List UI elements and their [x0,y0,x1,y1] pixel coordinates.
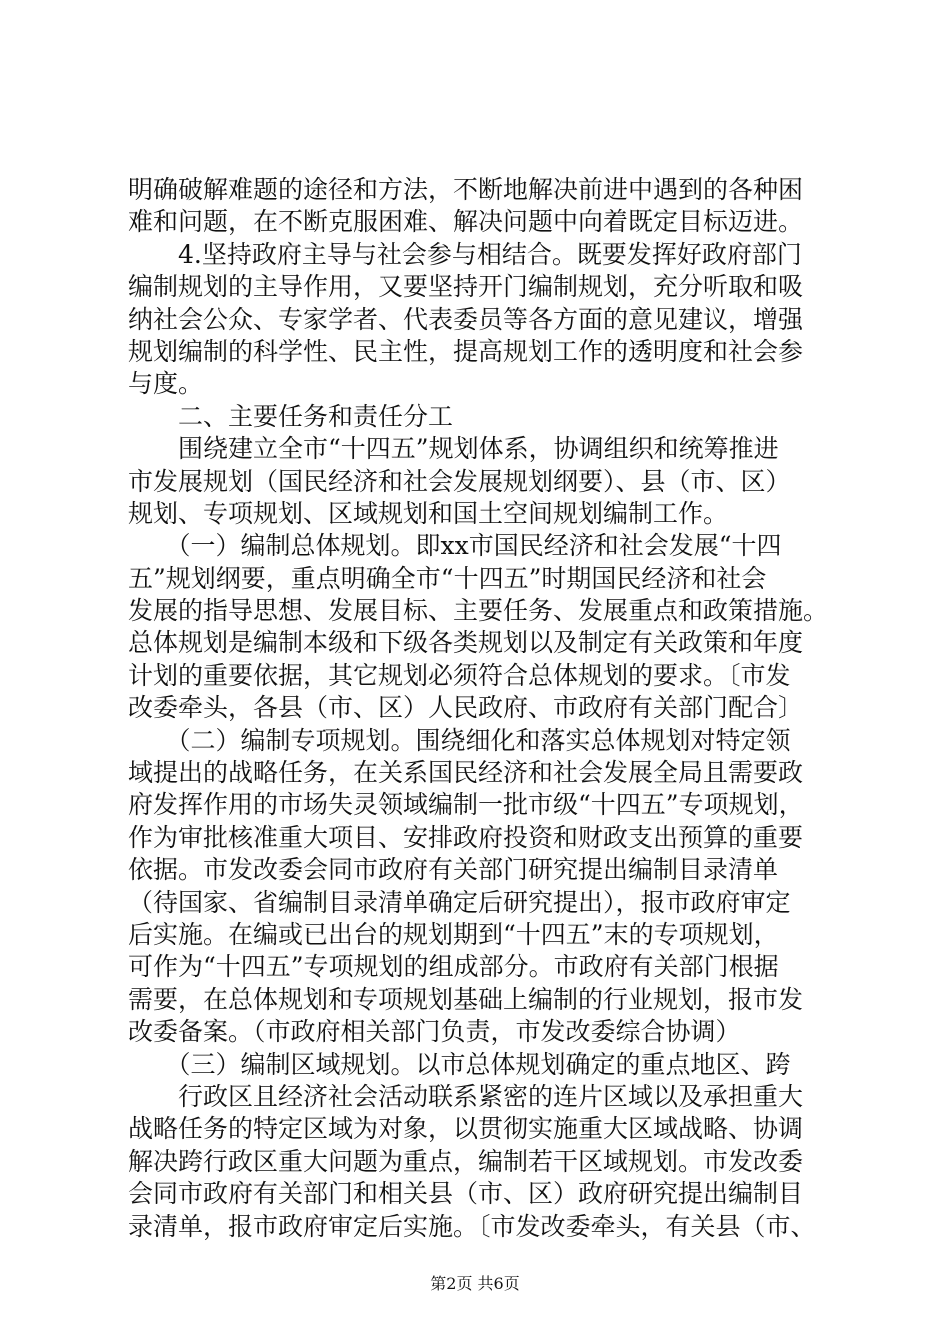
text-line: 府发挥作用的市场失灵领域编制一批市级“十四五”专项规划， [128,790,804,820]
text-line: 可作为“十四五”专项规划的组成部分。市政府有关部门根据 [128,952,779,982]
text-line: （待国家、省编制目录清单确定后研究提出），报市政府审定 [128,887,791,917]
text-line: 依据。市发改委会同市政府有关部门研究提出编制目录清单 [128,855,779,885]
text-line: 发展的指导思想、发展目标、主要任务、发展重点和政策措施。 [128,596,829,626]
text-line: 域提出的战略任务，在关系国民经济和社会发展全局且需要政 [128,758,804,788]
text-line: 计划的重要依据，其它规划必须符合总体规划的要求。〔市发 [128,660,791,690]
text-line: 需要，在总体规划和专项规划基础上编制的行业规划，报市发 [128,984,804,1014]
text-line: 战略任务的特定区域为对象，以贯彻实施重大区域战略、协调 [128,1114,804,1144]
text-line: 后实施。在编或已出台的规划期到“十四五”末的专项规划， [128,919,779,949]
text-line: 改委牵头，各县（市、区）人民政府、市政府有关部门配合〕 [128,693,804,723]
text-line: 市发展规划（国民经济和社会发展规划纲要）、县（市、区） [128,466,791,496]
text-line: 总体规划是编制本级和下级各类规划以及制定有关政策和年度 [128,628,804,658]
page-footer: 第2页 共6页 [430,1274,520,1293]
text-line: 作为审批核准重大项目、安排政府投资和财政支出预算的重要 [128,822,804,852]
text-line: 与度。 [128,369,204,399]
text-line: 4.坚持政府主导与社会参与相结合。既要发挥好政府部门 [128,239,802,269]
section-heading: 二、主要任务和责任分工 [128,401,454,431]
body-text [128,174,848,1243]
text-line: 规划编制的科学性、民主性，提高规划工作的透明度和社会参 [128,336,804,366]
text-line: 规划、专项规划、区域规划和国土空间规划编制工作。 [128,498,729,528]
text-line: （二）编制专项规划。围绕细化和落实总体规划对特定领 [128,725,791,755]
text-line: 难和问题，在不断克服困难、解决问题中向着既定目标迈进。 [128,207,804,237]
text-line: 会同市政府有关部门和相关县（市、区）政府研究提出编制目 [128,1179,804,1209]
text-line: 录清单，报市政府审定后实施。〔市发改委牵头，有关县（市、 [128,1211,816,1241]
text-line: 围绕建立全市“十四五”规划体系，协调组织和统筹推进 [128,434,779,464]
text-line: 行政区且经济社会活动联系紧密的连片区域以及承担重大 [128,1081,804,1111]
text-line: 解决跨行政区重大问题为重点，编制若干区域规划。市发改委 [128,1146,804,1176]
text-line: 纳社会公众、专家学者、代表委员等各方面的意见建议，增强 [128,304,804,334]
text-line: 明确破解难题的途径和方法，不断地解决前进中遇到的各种困 [128,175,804,204]
text-line: （一）编制总体规划。即xx市国民经济和社会发展“十四 [128,531,782,561]
text-line: （三）编制区域规划。以市总体规划确定的重点地区、跨 [128,1049,791,1079]
text-line: 改委备案。（市政府相关部门负责，市发改委综合协调） [128,1017,741,1047]
text-line: 编制规划的主导作用，又要坚持开门编制规划，充分听取和吸 [128,272,804,302]
text-line: 五”规划纲要，重点明确全市“十四五”时期国民经济和社会 [128,563,767,593]
